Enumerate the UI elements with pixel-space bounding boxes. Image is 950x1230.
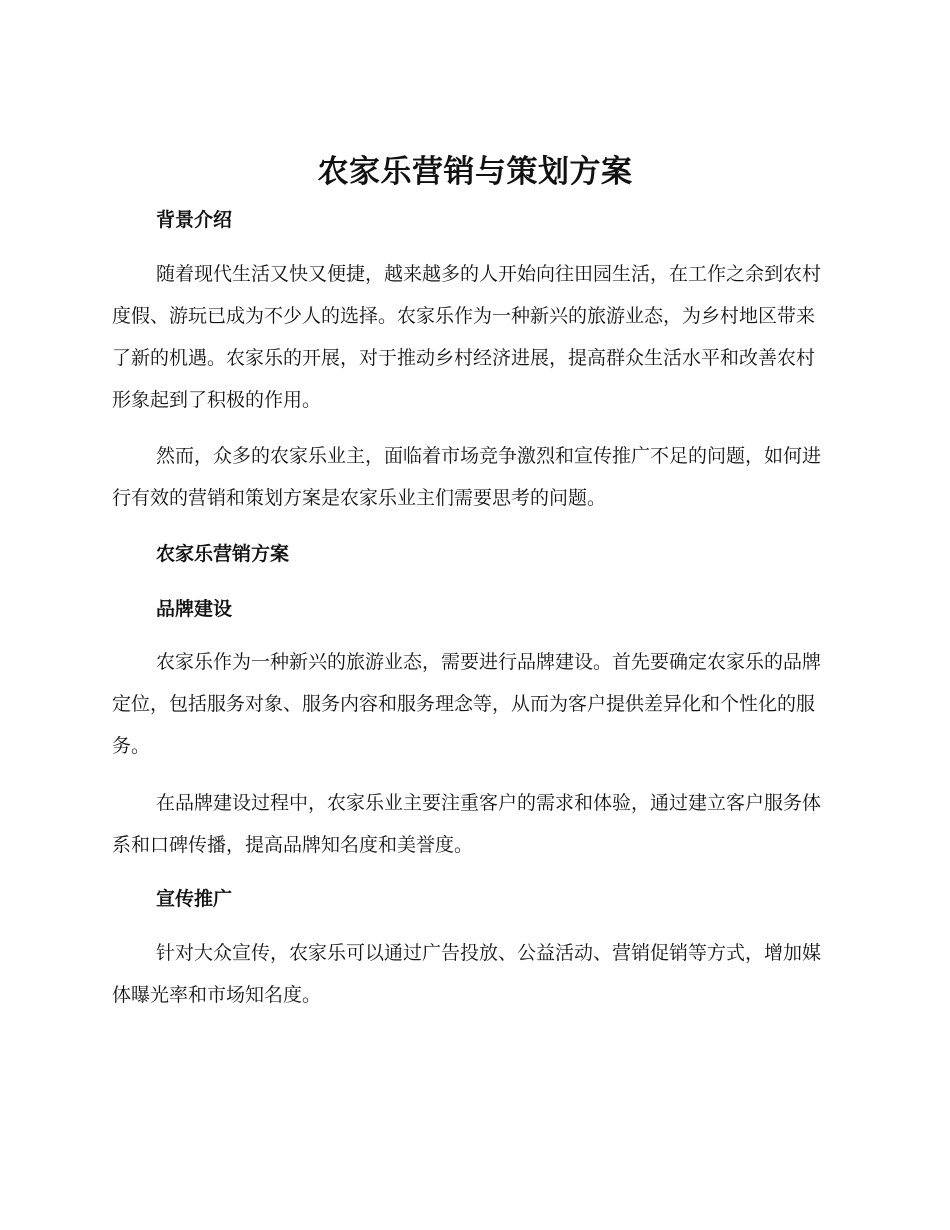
section-heading-brand: 品牌建设 bbox=[156, 598, 233, 620]
section-heading-marketing-plan: 农家乐营销方案 bbox=[156, 543, 290, 565]
section-heading-promotion: 宣传推广 bbox=[156, 888, 233, 910]
paragraph-brand-2: 在品牌建设过程中，农家乐业主要注重客户的需求和体验，通过建立客户服务体系和口碑传播，提高品牌知名度和美誉度。 bbox=[112, 792, 822, 856]
paragraph-background-1: 随着现代生活又快又便捷，越来越多的人开始向往田园生活，在工作之余到农村度假、游玩已成为不少人的选择。农家乐作为一种新兴的旅游业态，为乡村地区带来了新的机遇。农家乐的开展，对于推动乡村经济进展，提高群众生活水平和改善农村形象起到了积极的作用。 bbox=[112, 263, 822, 411]
paragraph-promotion-1: 针对大众宣传，农家乐可以通过广告投放、公益活动、营销促销等方式，增加媒体曝光率和市场知名度。 bbox=[112, 942, 822, 1006]
section-heading-background: 背景介绍 bbox=[156, 209, 233, 231]
document-title: 农家乐营销与策划方案 bbox=[317, 154, 633, 190]
paragraph-brand-1: 农家乐作为一种新兴的旅游业态，需要进行品牌建设。首先要确定农家乐的品牌定位，包括服务对象、服务内容和服务理念等，从而为客户提供差异化和个性化的服务。 bbox=[112, 651, 822, 757]
paragraph-background-2: 然而，众多的农家乐业主，面临着市场竞争激烈和宣传推广不足的问题，如何进行有效的营销和策划方案是农家乐业主们需要思考的问题。 bbox=[112, 445, 822, 509]
